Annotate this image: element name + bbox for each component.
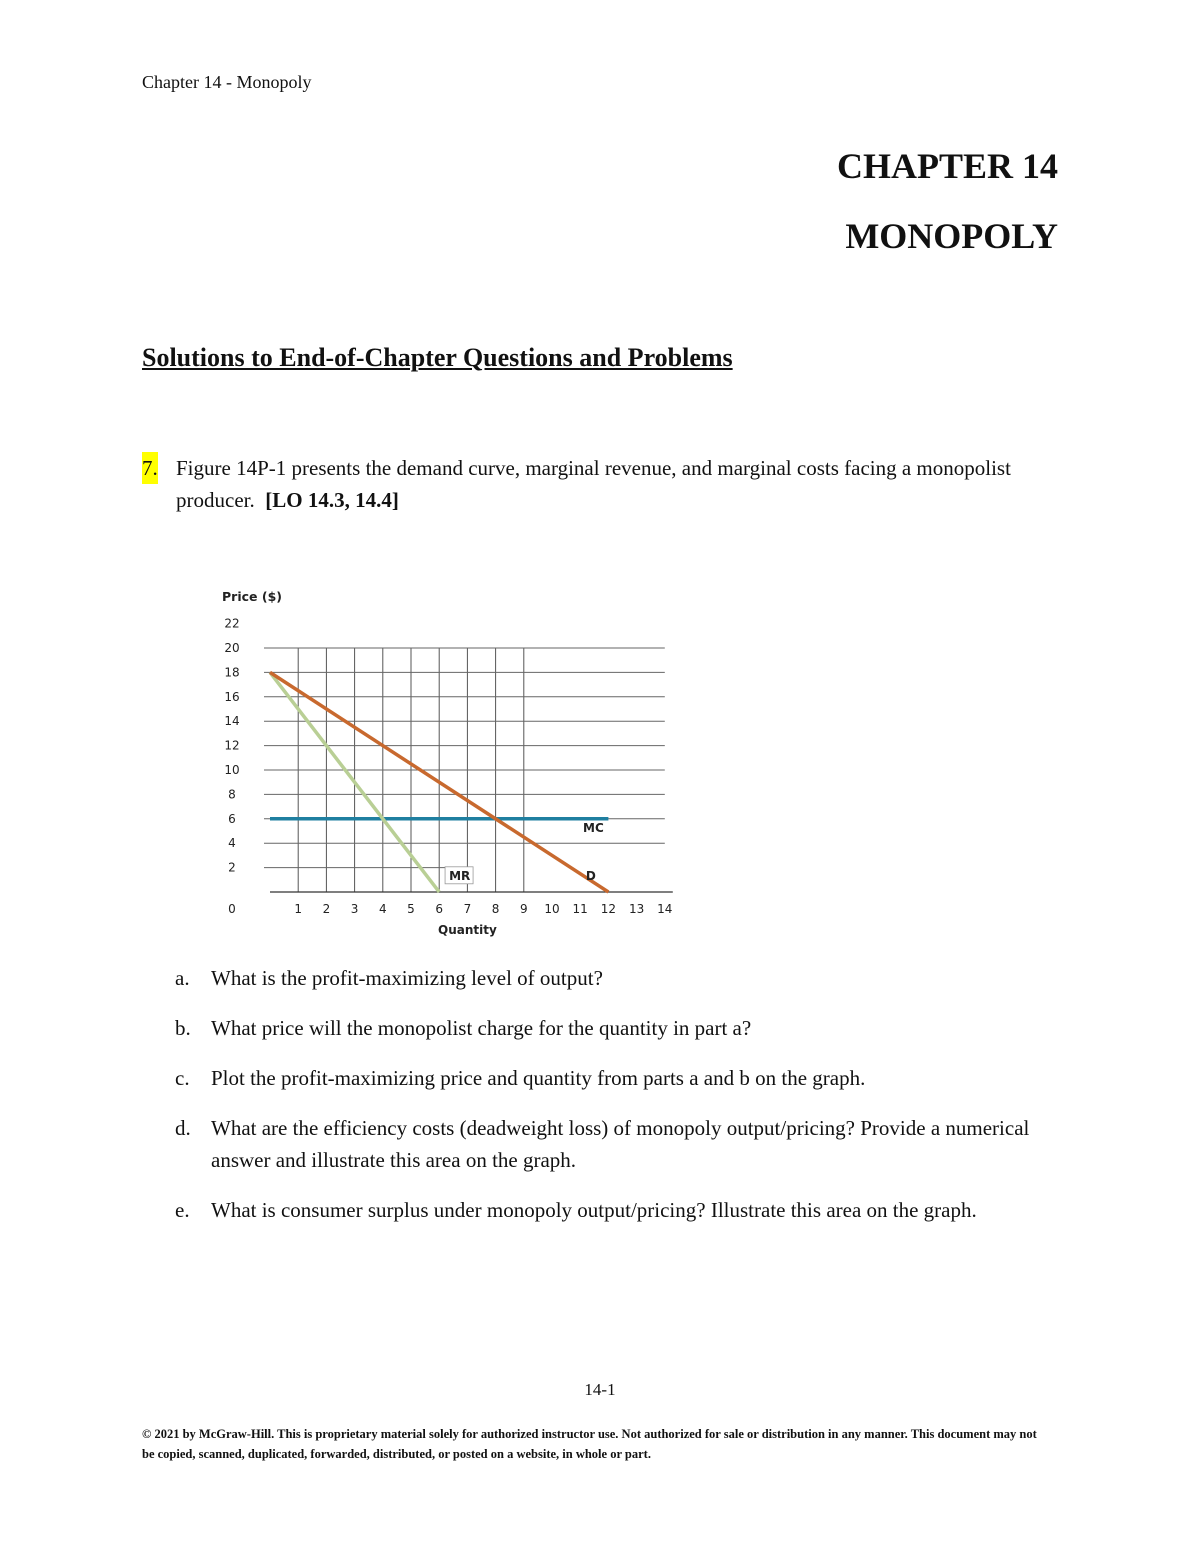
x-tick-label: 10 bbox=[544, 902, 560, 916]
part-text: What price will the monopolist charge for the quantity in part a? bbox=[211, 1016, 752, 1040]
chapter-title: CHAPTER 14 bbox=[836, 146, 1058, 186]
part-letter: a. bbox=[175, 966, 190, 990]
y-tick-label: 8 bbox=[228, 787, 236, 802]
y-tick-label: 2 bbox=[228, 860, 236, 875]
learning-objective: [LO 14.3, 14.4] bbox=[265, 488, 399, 512]
question-part-a bbox=[175, 962, 1055, 994]
series-label-d: D bbox=[585, 868, 596, 883]
y-axis-title: Price ($) bbox=[222, 589, 282, 604]
y-tick-label: 6 bbox=[228, 811, 236, 826]
x-tick-label: 2 bbox=[322, 902, 331, 916]
chapter-subtitle: MONOPOLY bbox=[845, 216, 1058, 256]
y-tick-label: 12 bbox=[224, 738, 240, 753]
x-tick-label: 5 bbox=[407, 902, 415, 916]
x-tick-label: 3 bbox=[350, 902, 359, 916]
part-letter: e. bbox=[175, 1198, 190, 1222]
part-letter: b. bbox=[175, 1016, 191, 1040]
y-tick-label: 16 bbox=[224, 689, 240, 704]
question-part-b bbox=[175, 1012, 1055, 1044]
question-part-e bbox=[175, 1194, 1055, 1226]
chart-grid bbox=[264, 648, 665, 892]
question-part-c bbox=[175, 1062, 1055, 1094]
y-tick-label: 18 bbox=[224, 665, 240, 680]
question-body bbox=[176, 452, 1042, 516]
part-text: Plot the profit-maximizing price and quantity from parts a and b on the graph. bbox=[211, 1066, 866, 1090]
monopoly-chart bbox=[210, 582, 673, 942]
x-tick-label: 13 bbox=[628, 902, 645, 916]
x-tick-label: 6 bbox=[435, 902, 444, 916]
y-tick-label: 4 bbox=[228, 836, 236, 851]
x-axis-title: Quantity bbox=[438, 923, 497, 937]
y-tick-label: 14 bbox=[224, 714, 240, 729]
x-tick-label: 9 bbox=[519, 902, 528, 916]
series-label-mr: MR bbox=[449, 868, 471, 883]
x-tick-label: 7 bbox=[463, 902, 472, 916]
x-tick-label: 12 bbox=[600, 902, 617, 916]
question-number: 7. bbox=[142, 452, 158, 484]
part-text: What are the efficiency costs (deadweight loss) of monopoly output/pricing? Provide a numerical answer and illustrate this area on the graph. bbox=[211, 1116, 1030, 1172]
question-parts bbox=[175, 962, 1055, 1244]
copyright-footer: © 2021 by McGraw-Hill. This is proprietary material solely for authorized instructor use. Not authorized for sale or distribution in any manner. This document may not be copied, scanned, duplicated, forwarded, distributed, or posted on a website, in whole or part. bbox=[142, 1427, 1037, 1461]
y-tick-label: 0 bbox=[228, 902, 236, 916]
page-number: 14-1 bbox=[584, 1380, 616, 1399]
x-tick-label: 14 bbox=[657, 902, 673, 916]
part-text: What is the profit-maximizing level of output? bbox=[211, 966, 603, 990]
question-text: Figure 14P-1 presents the demand curve, marginal revenue, and marginal costs facing a monopolist producer. bbox=[176, 456, 1011, 512]
x-tick-label: 1 bbox=[294, 902, 303, 916]
y-tick-label: 22 bbox=[224, 616, 240, 631]
question-part-d bbox=[175, 1112, 1055, 1176]
chart-labels bbox=[222, 589, 672, 937]
part-letter: d. bbox=[175, 1116, 191, 1140]
section-title: Solutions to End-of-Chapter Questions and Problems bbox=[142, 343, 733, 372]
question-7 bbox=[142, 452, 1042, 516]
x-tick-label: 8 bbox=[491, 902, 500, 916]
running-header: Chapter 14 - Monopoly bbox=[142, 72, 312, 92]
x-tick-label: 4 bbox=[378, 902, 387, 916]
y-tick-label: 20 bbox=[224, 641, 240, 655]
series-label-mc: MC bbox=[583, 821, 604, 836]
y-tick-label: 10 bbox=[224, 763, 240, 777]
part-letter: c. bbox=[175, 1066, 190, 1090]
part-text: What is consumer surplus under monopoly output/pricing? Illustrate this area on the graph. bbox=[211, 1198, 977, 1222]
x-tick-label: 11 bbox=[572, 902, 588, 916]
